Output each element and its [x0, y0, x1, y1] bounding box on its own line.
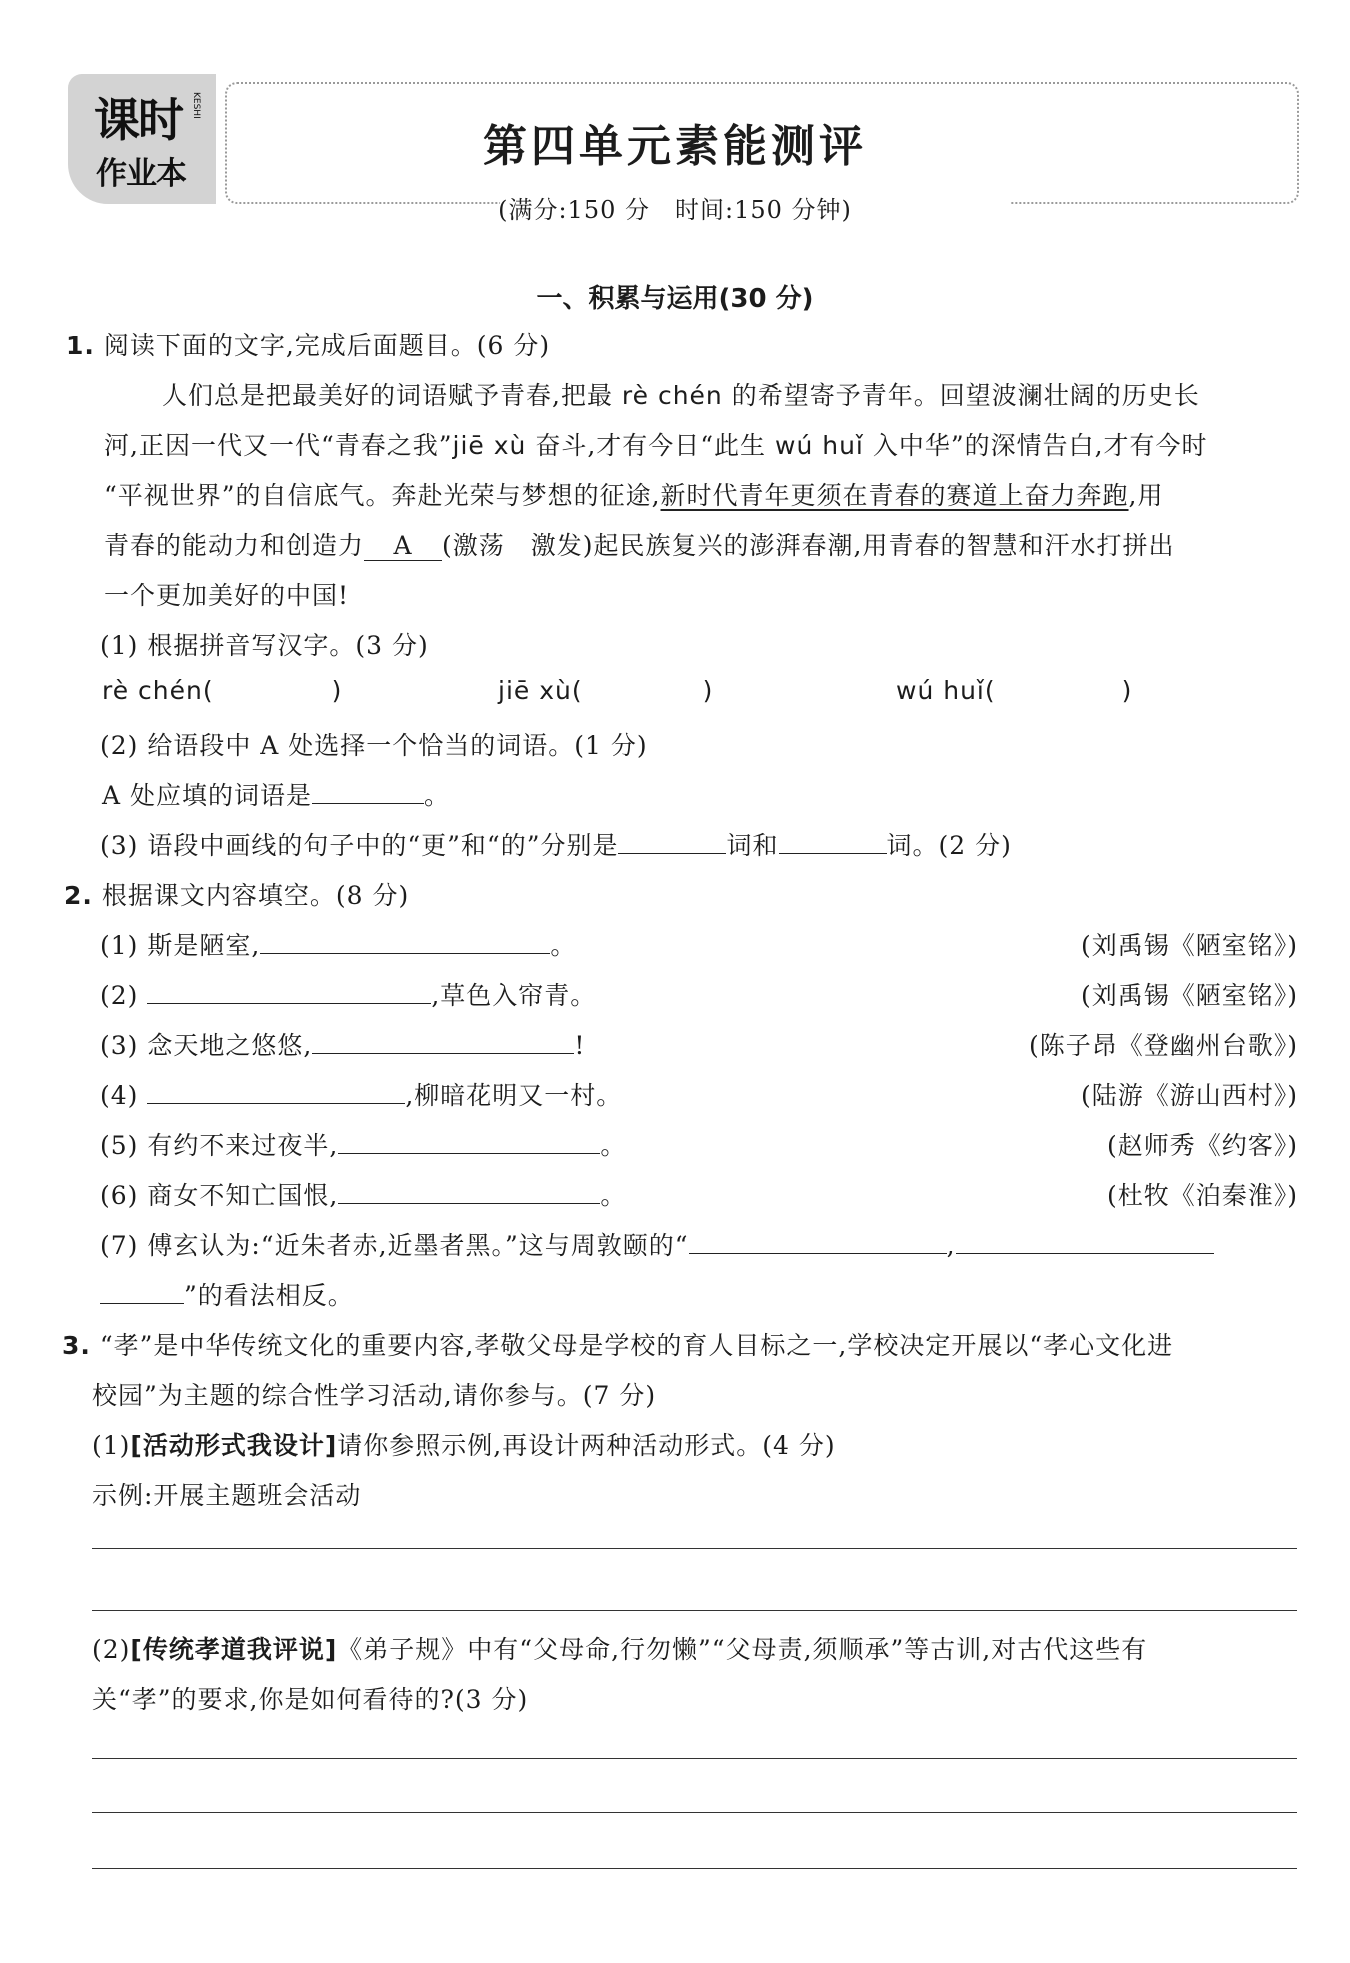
- answer-line-a: [102, 776, 450, 812]
- punctuation: 。: [424, 781, 451, 810]
- answer-blank[interactable]: [338, 1131, 600, 1154]
- bracket: ): [1121, 676, 1133, 705]
- poem-source: (赵师秀《约客》): [1106, 1131, 1298, 1160]
- pinyin-blank-3: [896, 676, 1132, 705]
- question-text: 根据课文内容填空。(8 分): [101, 881, 410, 910]
- subquestion-1-1: (1) 根据拼音写汉字。(3 分): [100, 631, 429, 660]
- item-text: ,柳暗花明又一村。: [405, 1081, 623, 1110]
- activity-tag: [传统孝道我评说]: [130, 1635, 338, 1664]
- fill-item-5: [100, 1126, 626, 1162]
- passage-text: 入中华”的深情告白,才有今时: [863, 431, 1208, 460]
- question-number: 2.: [64, 881, 93, 910]
- passage-text: 河,正因一代又一代“青春之我”: [104, 431, 453, 460]
- subquestion-3-2-cont: 关“孝”的要求,你是如何看待的?(3 分): [92, 1685, 529, 1714]
- pinyin-blank-1: [102, 676, 342, 705]
- item-text: (4): [100, 1081, 148, 1110]
- fill-item-6: [100, 1176, 626, 1212]
- answer-blank[interactable]: [312, 1031, 574, 1054]
- activity-tag: [活动形式我设计]: [130, 1431, 338, 1460]
- item-text: (6) 商女不知亡国恨,: [100, 1181, 339, 1210]
- fill-item-7: [100, 1226, 1214, 1262]
- bracket: ): [702, 676, 714, 705]
- subquestion-1-2: (2) 给语段中 A 处选择一个恰当的词语。(1 分): [100, 731, 648, 760]
- item-text: 。: [600, 1131, 627, 1160]
- answer-blank[interactable]: [779, 831, 887, 854]
- poem-source: (陈子昂《登幽州台歌》): [1028, 1031, 1298, 1060]
- answer-blank[interactable]: [956, 1231, 1214, 1254]
- logo-side-text: KESHI: [191, 92, 201, 119]
- passage-text: 青春的能动力和创造力: [104, 531, 365, 560]
- poem-source: (陆游《游山西村》): [1080, 1081, 1298, 1110]
- subquestion-1-3: [100, 826, 1012, 862]
- passage-text: “平视世界”的自信底气。奔赴光荣与梦想的征途,: [104, 481, 661, 510]
- question-text: 请你参照示例,再设计两种活动形式。(4 分): [337, 1431, 836, 1460]
- subquestion-3-2: [92, 1630, 1147, 1666]
- poem-source: (杜牧《泊秦淮》): [1106, 1181, 1298, 1210]
- item-text: !: [574, 1031, 586, 1060]
- answer-blank[interactable]: [100, 1281, 184, 1304]
- item-text: (5) 有约不来过夜半,: [100, 1131, 339, 1160]
- passage-line-1: [162, 376, 1200, 412]
- subquestion-3-1: [92, 1426, 836, 1462]
- passage-line-3: [104, 476, 1163, 512]
- answer-label: A 处应填的词语是: [102, 781, 313, 810]
- question-1-prompt: [66, 326, 550, 362]
- answer-line[interactable]: [92, 1868, 1297, 1869]
- passage-text: ,用: [1128, 481, 1164, 510]
- passage-text: (激荡 激发)起民族复兴的澎湃春潮,用青春的智慧和汗水打拼出: [442, 531, 1175, 560]
- item-text: (2): [100, 981, 148, 1010]
- item-text: (1) 斯是陋室,: [100, 931, 261, 960]
- page-title: 第四单元素能测评: [483, 121, 867, 172]
- fill-item-1: [100, 926, 576, 962]
- item-text: 。: [600, 1181, 627, 1210]
- page-subtitle: (满分:150 分 时间:150 分钟): [498, 196, 852, 224]
- pinyin: jiē xù: [452, 431, 527, 460]
- question-3-prompt-cont: 校园”为主题的综合性学习活动,请你参与。(7 分): [92, 1381, 657, 1410]
- bracket: ): [331, 676, 343, 705]
- item-text: (3) 念天地之悠悠,: [100, 1031, 313, 1060]
- fill-item-3: [100, 1026, 585, 1062]
- pinyin-label: wú huǐ(: [896, 676, 996, 705]
- passage-text: 的希望寄予青年。回望波澜壮阔的历史长: [722, 381, 1200, 410]
- answer-line[interactable]: [92, 1610, 1297, 1611]
- pinyin: rè chén: [621, 381, 723, 410]
- pinyin-label: jiē xù(: [498, 676, 583, 705]
- question-number: 3.: [62, 1331, 91, 1360]
- item-text: ,草色入帘青。: [431, 981, 597, 1010]
- poem-source: (刘禹锡《陋室铭》): [1080, 931, 1298, 960]
- question-text: (3) 语段中画线的句子中的“更”和“的”分别是: [100, 831, 619, 860]
- question-text: 词。(2 分): [886, 831, 1012, 860]
- answer-blank[interactable]: [147, 981, 431, 1004]
- underlined-sentence: 新时代青年更须在青春的赛道上奋力奔跑: [660, 481, 1129, 510]
- passage-line-4: [104, 526, 1174, 562]
- question-3-prompt: [62, 1326, 1173, 1362]
- sub-number: (2): [92, 1635, 131, 1664]
- blank-a-marker: A: [364, 531, 442, 561]
- item-text: (7) 傅玄认为:“近朱者赤,近墨者黑。”这与周敦颐的“: [100, 1231, 689, 1260]
- punctuation: ,: [946, 1231, 956, 1260]
- passage-line-2: [104, 426, 1208, 462]
- example-text: 示例:开展主题班会活动: [92, 1481, 362, 1510]
- item-text: 。: [550, 931, 577, 960]
- fill-item-4: [100, 1076, 622, 1112]
- answer-blank[interactable]: [618, 831, 726, 854]
- pinyin-blank-2: [498, 676, 713, 705]
- answer-blank[interactable]: [147, 1081, 405, 1104]
- question-2-prompt: [64, 876, 409, 912]
- pinyin-label: rè chén(: [102, 676, 214, 705]
- passage-text: 奋斗,才有今日“此生: [526, 431, 775, 460]
- passage-line-5: 一个更加美好的中国!: [104, 581, 350, 610]
- question-text: 词和: [726, 831, 779, 860]
- logo-top-text: 课时: [94, 93, 182, 147]
- fill-item-7-cont: [100, 1276, 354, 1312]
- answer-line[interactable]: [92, 1812, 1297, 1813]
- answer-blank[interactable]: [689, 1231, 947, 1254]
- section-title: 一、积累与运用(30 分): [536, 284, 814, 314]
- poem-source: (刘禹锡《陋室铭》): [1080, 981, 1298, 1010]
- pinyin: wú huǐ: [775, 431, 864, 460]
- fill-item-2: [100, 976, 596, 1012]
- answer-line[interactable]: [92, 1548, 1297, 1549]
- answer-line[interactable]: [92, 1758, 1297, 1759]
- passage-text: 人们总是把最美好的词语赋予青春,把最: [162, 381, 622, 410]
- sub-number: (1): [92, 1431, 131, 1460]
- answer-blank[interactable]: [338, 1181, 600, 1204]
- question-text: “孝”是中华传统文化的重要内容,孝敬父母是学校的育人目标之一,学校决定开展以“孝心文化进: [99, 1331, 1174, 1360]
- question-text: 阅读下面的文字,完成后面题目。(6 分): [103, 331, 551, 360]
- question-text: 《弟子规》中有“父母命,行勿懒”“父母责,须顺承”等古训,对古代这些有: [337, 1635, 1148, 1664]
- item-text: ”的看法相反。: [184, 1281, 354, 1310]
- question-number: 1.: [66, 331, 95, 360]
- answer-blank[interactable]: [312, 781, 424, 804]
- logo-bottom-text: 作业本: [96, 156, 186, 192]
- answer-blank[interactable]: [260, 931, 550, 954]
